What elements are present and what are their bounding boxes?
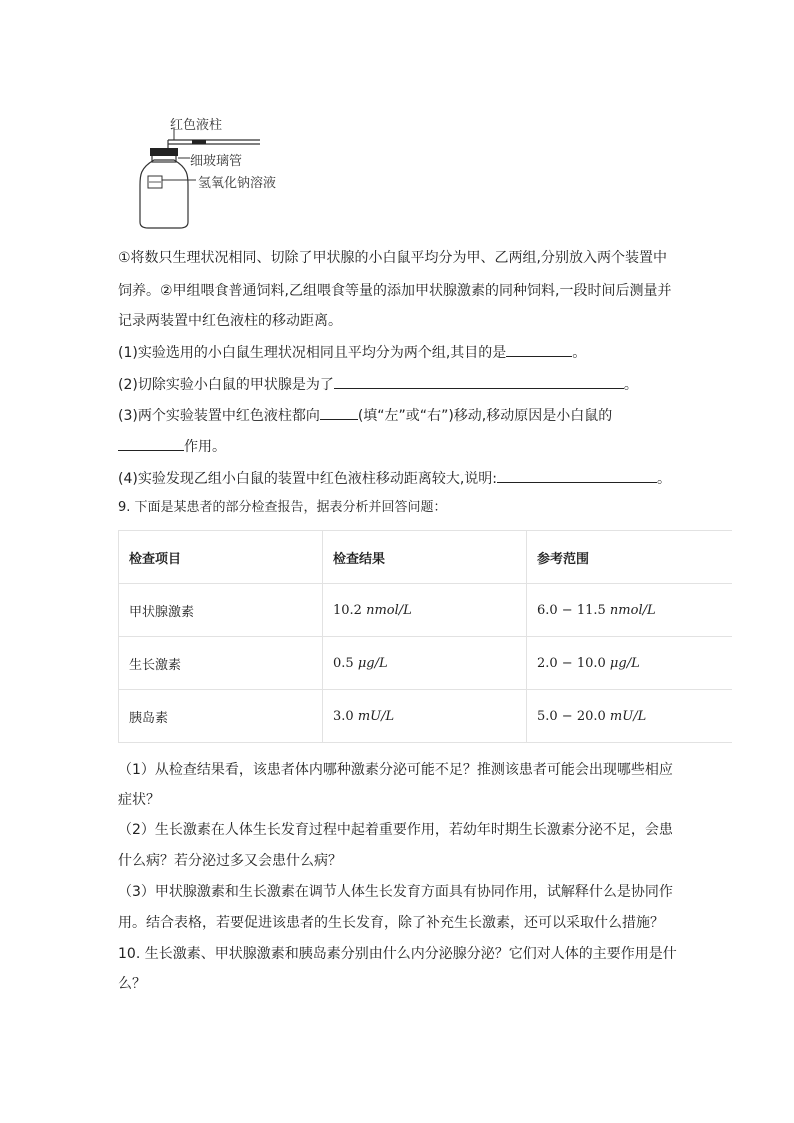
cell-result bbox=[323, 584, 527, 637]
q9-answer-3-line-2: 用。结合表格，若要促进该患者的生长发育，除了补充生长激素，还可以采取什么措施？ bbox=[118, 915, 664, 931]
q10-line-1: 10. 生长激素、甲状腺激素和胰岛素分别由什么内分泌腺分泌？它们对人体的主要作用是什 bbox=[118, 946, 677, 962]
answer-blank-3b[interactable] bbox=[118, 436, 184, 451]
header-result: 检查结果 bbox=[323, 531, 527, 584]
reference-range: 5.0 − 20.0 bbox=[537, 708, 606, 724]
cell-result bbox=[323, 637, 527, 690]
reference-range: 2.0 − 10.0 bbox=[537, 655, 606, 671]
q8-subquestion-2 bbox=[118, 374, 638, 395]
exam-report-table bbox=[118, 530, 732, 743]
q9-answer-1-line-2: 症状？ bbox=[118, 792, 160, 808]
result-unit: μg/L bbox=[357, 655, 388, 671]
q9-answer-2-line-2: 什么病？若分泌过多又会患什么病？ bbox=[118, 853, 342, 869]
q8-s1-text: (1)实验选用的小白鼠生理状况相同且平均分为两个组,其目的是 bbox=[118, 345, 507, 361]
reference-range: 6.0 − 11.5 bbox=[537, 602, 606, 618]
cell-reference bbox=[527, 584, 733, 637]
table-header-row bbox=[119, 531, 733, 584]
q8-s3-end: 作用。 bbox=[184, 439, 226, 455]
q8-subquestion-1 bbox=[118, 342, 586, 363]
answer-blank-3a[interactable] bbox=[320, 405, 358, 420]
q8-paragraph-line-2: 饲养。②甲组喂食普通饲料,乙组喂食等量的添加甲状腺激素的同种饲料,一段时间后测量并 bbox=[118, 283, 672, 299]
q8-s1-end: 。 bbox=[572, 345, 587, 361]
q9-intro: 9. 下面是某患者的部分检查报告，据表分析并回答问题： bbox=[118, 500, 447, 515]
label-naoh-solution: 氢氧化钠溶液 bbox=[198, 176, 277, 191]
q8-s3-mid: (填“左”或“右”)移动,移动原因是小白鼠的 bbox=[357, 408, 613, 424]
q9-answer-1-line-1: （1）从检查结果看，该患者体内哪种激素分泌可能不足？推测该患者可能会出现哪些相应 bbox=[118, 762, 673, 778]
cell-item: 甲状腺激素 bbox=[119, 584, 323, 637]
q8-subquestion-3 bbox=[118, 405, 612, 426]
q8-s4-text: (4)实验发现乙组小白鼠的装置中红色液柱移动距离较大,说明: bbox=[118, 471, 497, 487]
q8-paragraph-line-1: ①将数只生理状况相同、切除了甲状腺的小白鼠平均分为甲、乙两组,分别放入两个装置中 bbox=[118, 250, 667, 266]
cell-result bbox=[323, 690, 527, 743]
label-red-column: 红色液柱 bbox=[170, 118, 223, 133]
reference-unit: μg/L bbox=[609, 655, 640, 671]
header-reference: 参考范围 bbox=[527, 531, 733, 584]
reference-unit: nmol/L bbox=[609, 602, 656, 618]
reference-unit: mU/L bbox=[609, 708, 647, 724]
result-unit: nmol/L bbox=[366, 602, 412, 618]
result-value: 10.2 bbox=[333, 602, 362, 618]
table-row bbox=[119, 690, 733, 743]
q8-s2-end: 。 bbox=[623, 377, 638, 393]
table-row bbox=[119, 637, 733, 690]
answer-blank-4[interactable] bbox=[497, 468, 657, 483]
apparatus-figure bbox=[130, 110, 310, 235]
cell-reference bbox=[527, 637, 733, 690]
answer-blank-1[interactable] bbox=[506, 342, 572, 357]
result-unit: mU/L bbox=[357, 708, 395, 724]
result-value: 3.0 bbox=[333, 708, 354, 724]
result-value: 0.5 bbox=[333, 655, 354, 671]
q8-s4-end: 。 bbox=[657, 471, 671, 487]
q8-subquestion-3-cont bbox=[118, 436, 226, 457]
cell-reference bbox=[527, 690, 733, 743]
q9-answer-2-line-1: （2）生长激素在人体生长发育过程中起着重要作用，若幼年时期生长激素分泌不足，会患 bbox=[118, 822, 673, 838]
q8-paragraph-line-3: 记录两装置中红色液柱的移动距离。 bbox=[118, 313, 342, 329]
answer-blank-2[interactable] bbox=[334, 374, 624, 389]
q8-s2-text: (2)切除实验小白鼠的甲状腺是为了 bbox=[118, 377, 334, 393]
q8-subquestion-4 bbox=[118, 468, 671, 489]
q9-answer-3-line-1: （3）甲状腺激素和生长激素在调节人体生长发育方面具有协同作用，试解释什么是协同作 bbox=[118, 884, 673, 900]
label-glass-tube: 细玻璃管 bbox=[190, 154, 243, 169]
q10-line-2: 么？ bbox=[118, 976, 146, 992]
cell-item: 生长激素 bbox=[119, 637, 323, 690]
header-item: 检查项目 bbox=[119, 531, 323, 584]
q8-s3-text: (3)两个实验装置中红色液柱都向 bbox=[118, 408, 320, 424]
table-row bbox=[119, 584, 733, 637]
cell-item: 胰岛素 bbox=[119, 690, 323, 743]
